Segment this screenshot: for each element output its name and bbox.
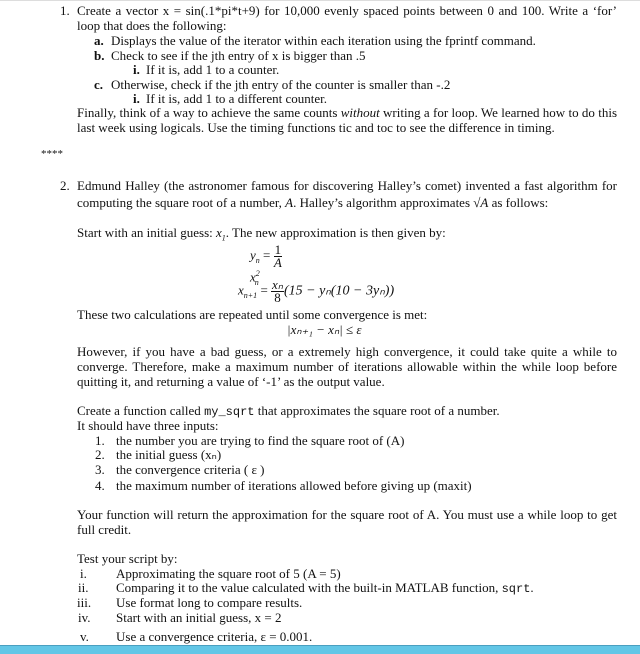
list-number: iii.	[77, 595, 92, 610]
eq-sub: n	[255, 256, 260, 266]
however-line-3: quitting it, and returning a value of ‘-1’ as the output value.	[77, 374, 385, 389]
var-A: A	[285, 195, 294, 210]
list-number: 2.	[95, 447, 105, 462]
item-a-text: Displays the value of the iterator within each iteration using the fprintf command.	[111, 33, 536, 48]
item-c-i-text: If it is, add 1 to a different counter.	[146, 91, 327, 106]
list-number: 4.	[95, 478, 105, 493]
emphasis: without	[340, 105, 380, 120]
eq-rhs: x	[250, 269, 256, 285]
code-my-sqrt: my_sqrt	[204, 405, 255, 419]
eq-lhs: y	[250, 247, 256, 263]
item-label: a.	[94, 33, 104, 48]
return-line-2: full credit.	[77, 522, 132, 537]
equation-convergence: |xₙ₊₁ − xₙ| ≤ ε	[287, 322, 362, 337]
text: writing a for loop. We learned how to do this	[379, 105, 618, 120]
denominator: 8	[274, 290, 281, 305]
list-item: the maximum number of iterations allowed before giving up (maxit)	[116, 478, 472, 493]
eq-equals: =	[259, 247, 274, 263]
item-label: b.	[94, 48, 105, 63]
q1-line-1: Create a vector x = sin(.1*pi*t+9) for 10,000 evenly spaced points between 0 and 100. Write a ‘for’	[77, 3, 617, 18]
list-number: v.	[80, 629, 89, 644]
test-intro: Test your script by:	[77, 551, 178, 566]
eq-sup: 2	[255, 269, 260, 278]
return-line-1: Your function will return the approximation for the square root of A. You must use a while loop to get	[77, 507, 617, 522]
list-item: Use a convergence criteria, ε = 0.001.	[116, 629, 313, 644]
text: Create a function called	[77, 403, 205, 418]
eq-sub: n+1	[243, 291, 258, 301]
text: . Halley’s algorithm approximates	[293, 195, 474, 210]
list-number: 3.	[95, 462, 105, 477]
separator: ****	[41, 148, 63, 160]
item-label: i.	[133, 62, 140, 77]
item-b-i-text: If it is, add 1 to a counter.	[146, 62, 280, 77]
eq-rhs: (15 − yₙ(10 − 3yₙ))	[283, 283, 395, 299]
question-number: 1.	[60, 3, 70, 18]
text: . The new approximation is then given by:	[225, 225, 446, 240]
fraction	[274, 244, 283, 269]
item-c-text: Otherwise, check if the jth entry of the counter is smaller than -.2	[111, 77, 451, 92]
q1-finally-line-2: last week using logicals. Use the timing functions tic and toc to see the difference in timing.	[77, 120, 555, 135]
list-number: i.	[80, 566, 87, 581]
fraction	[271, 279, 284, 304]
eq-lhs: x	[238, 282, 244, 298]
text: that approximates the square root of a number.	[254, 403, 500, 418]
however-line-2: converge. Therefore, make a maximum number of iterations allowable within the while loop before	[77, 359, 617, 374]
list-number: 1.	[95, 433, 105, 448]
start-line	[77, 225, 446, 246]
inputs-intro: It should have three inputs:	[77, 418, 219, 433]
list-item: the convergence criteria ( ε )	[116, 462, 265, 477]
text: as follows:	[488, 195, 549, 210]
subscript: 1	[221, 233, 226, 243]
list-item: the number you are trying to find the square root of (A)	[116, 433, 405, 448]
list-number: iv.	[78, 610, 91, 625]
q2-line-2	[77, 195, 548, 210]
q1-line-2: loop that does the following:	[77, 18, 227, 33]
q1-finally-line-1	[77, 105, 617, 120]
text: Start with an initial guess:	[77, 225, 217, 240]
list-item: Use format long to compare results.	[116, 595, 303, 610]
repeat-line: These two calculations are repeated until some convergence is met:	[77, 307, 428, 322]
list-item: Approximating the square root of 5 (A = 5)	[116, 566, 341, 581]
numerator: xₙ	[272, 277, 283, 292]
question-number: 2.	[60, 178, 70, 193]
var-x: x	[216, 225, 222, 240]
list-item: the initial guess (xₙ)	[116, 447, 222, 462]
eq-equals: =	[257, 282, 272, 298]
text: computing the square root of a number,	[77, 195, 286, 210]
list-number: ii.	[78, 580, 89, 595]
numerator: 1	[274, 242, 282, 257]
item-b-text: Check to see if the jth entry of x is bigger than .5	[111, 48, 366, 63]
eq-sub: n	[254, 277, 259, 287]
page-top-border	[0, 0, 640, 1]
q2-line-1: Edmund Halley (the astronomer famous for discovering Halley’s comet) invented a fast algorithm for	[77, 178, 617, 193]
sqrt-symbol: √A	[473, 195, 489, 210]
code-sqrt: sqrt	[501, 582, 531, 596]
however-line-1: However, if you have a bad guess, or a extremely high convergence, it could take quite a while to	[77, 344, 617, 359]
text: .	[530, 580, 534, 595]
text: Finally, think of a way to achieve the same counts	[77, 105, 341, 120]
item-label: c.	[94, 77, 104, 92]
item-label: i.	[133, 91, 140, 106]
list-item: Start with an initial guess, x = 2	[116, 610, 282, 625]
text: Comparing it to the value calculated with the built-in MATLAB function,	[116, 580, 502, 595]
denominator: A	[273, 255, 282, 270]
equation-x	[238, 279, 394, 304]
